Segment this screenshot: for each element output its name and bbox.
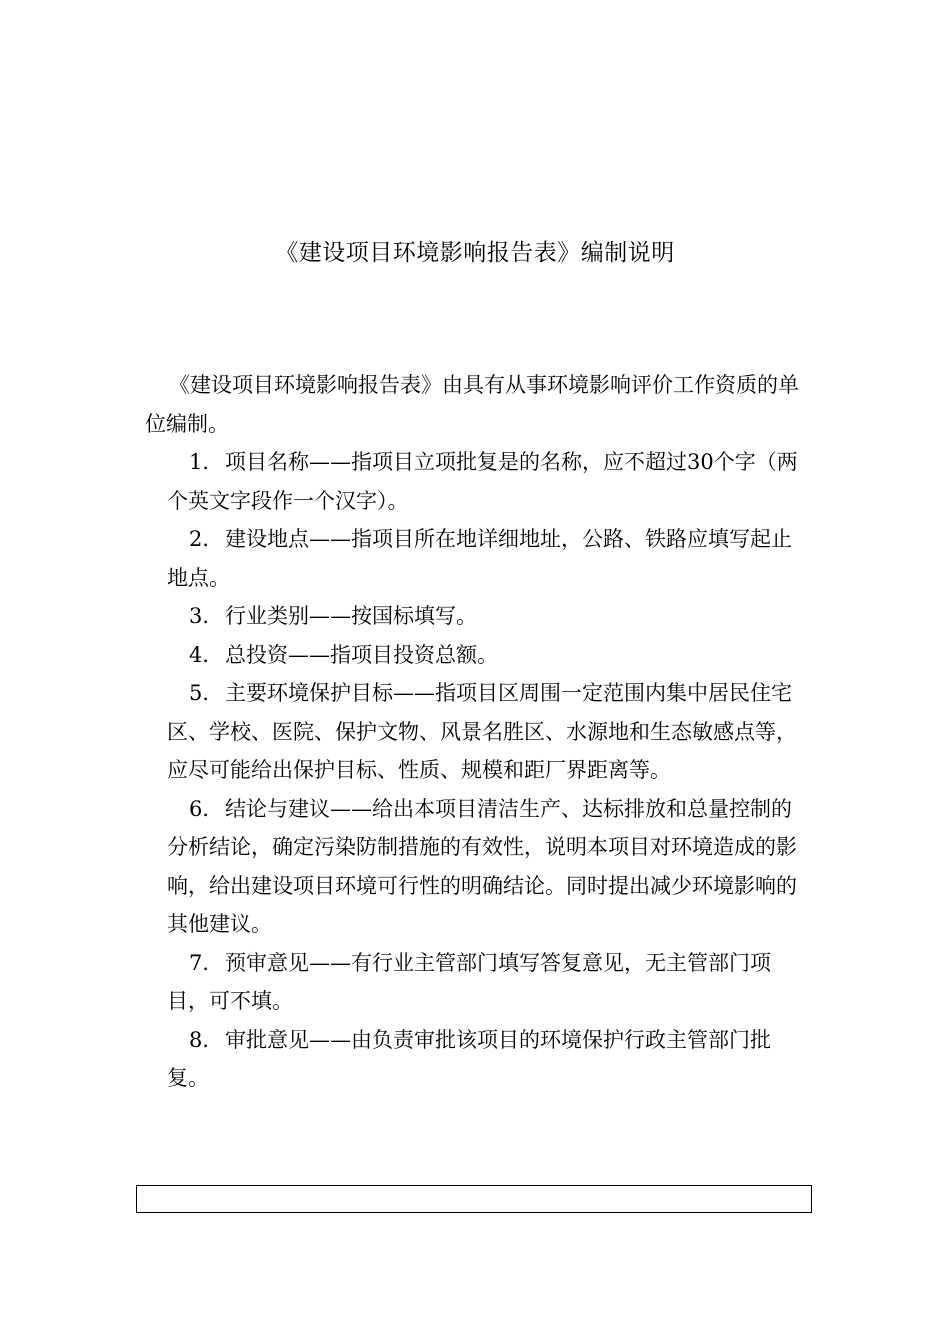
list-item <box>145 790 810 944</box>
item-text: 建设地点——指项目所在地详细地址，公路、铁路应填写起止地点。 <box>167 527 792 590</box>
item-number: 3． <box>189 604 224 628</box>
item-number: 8． <box>189 1027 224 1052</box>
footer-table-box <box>136 1185 812 1213</box>
item-text: 行业类别——按国标填写。 <box>225 604 477 628</box>
document-title: 《建设项目环境影响报告表》编制说明 <box>275 240 675 266</box>
item-number: 4． <box>189 642 224 667</box>
list-item <box>145 520 810 597</box>
item-text: 预审意见——有行业主管部门填写答复意见，无主管部门项目，可不填。 <box>167 950 771 1013</box>
item-text: 项目名称——指项目立项批复是的名称，应不超过30个字（两个英文字段作一个汉字）。 <box>167 450 798 513</box>
list-item <box>145 674 810 790</box>
item-number: 5． <box>189 681 224 705</box>
item-number: 1． <box>189 450 224 474</box>
list-item <box>145 597 810 636</box>
list-item <box>145 443 810 520</box>
item-number: 7． <box>189 950 224 975</box>
item-number: 2． <box>189 527 224 551</box>
intro-paragraph: 《建设项目环境影响报告表》由具有从事环境影响评价工作资质的单位编制。 <box>145 373 799 436</box>
list-item <box>145 1021 810 1098</box>
item-number: 6． <box>189 796 224 821</box>
item-text: 主要环境保护目标——指项目区周围一定范围内集中居民住宅区、学校、医院、保护文物、风景名胜区、水源地和生态敏感点等，应尽可能给出保护目标、性质、规模和距厂界距离等。 <box>167 681 797 782</box>
list-item <box>145 636 810 675</box>
item-text: 总投资——指项目投资总额。 <box>225 642 498 667</box>
list-item <box>145 944 810 1021</box>
explanation-body <box>145 366 810 1098</box>
item-text: 审批意见——由负责审批该项目的环境保护行政主管部门批复。 <box>167 1027 771 1090</box>
item-text: 结论与建议——给出本项目清洁生产、达标排放和总量控制的分析结论，确定污染防制措施的有效性，说明本项目对环境造成的影响，给出建设项目环境可行性的明确结论。同时提出减少环境影响的其他建议。 <box>167 796 797 936</box>
